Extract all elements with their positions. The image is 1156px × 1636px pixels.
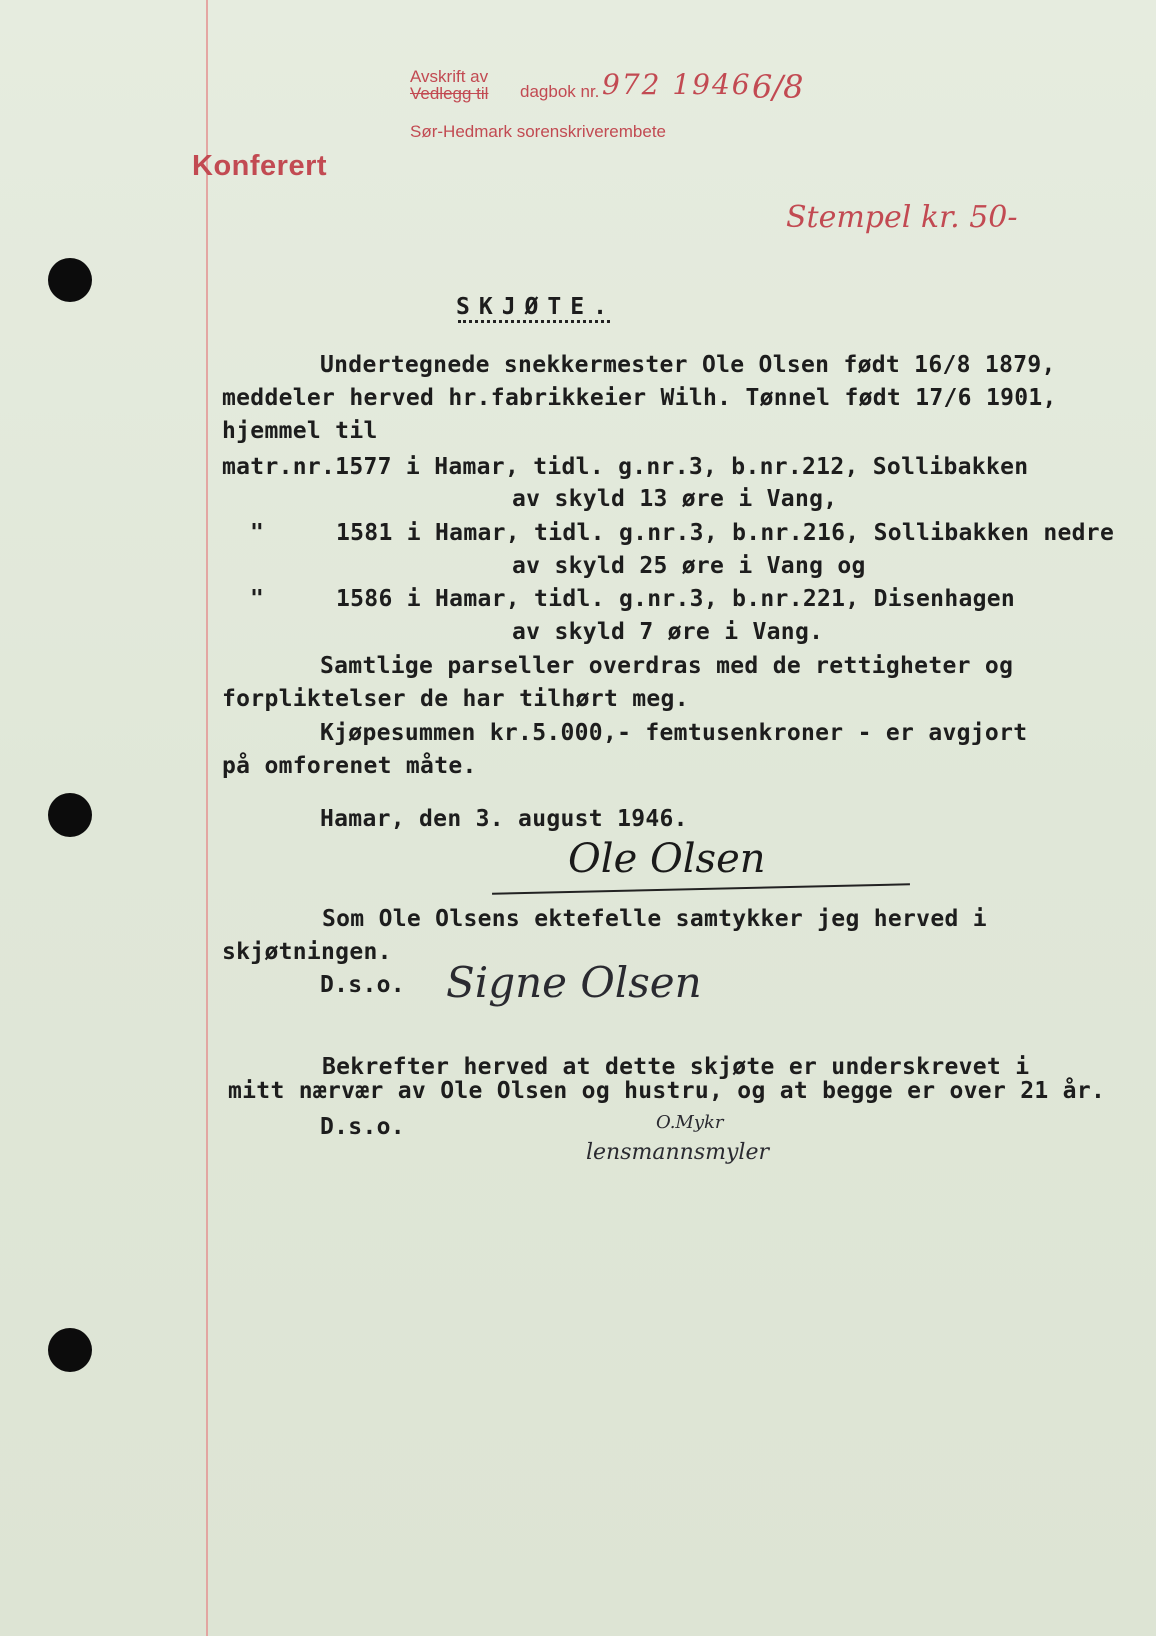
signature-witness-name: O.Mykr: [656, 1112, 724, 1133]
document-title: SKJØTE.: [456, 294, 616, 320]
text-line: matr.nr.1577 i Hamar, tidl. g.nr.3, b.nr.212, Sollibakken: [222, 454, 1029, 480]
text-line: meddeler herved hr.fabrikkeier Wilh. Tønnel født 17/6 1901,: [222, 385, 1057, 411]
text-line: 1581 i Hamar, tidl. g.nr.3, b.nr.216, Sollibakken nedre: [336, 520, 1115, 546]
punch-hole: [48, 1328, 92, 1372]
text-line: Bekrefter herved at dette skjøte er underskrevet i: [322, 1054, 1030, 1080]
text-line: skjøtningen.: [222, 939, 392, 965]
signature-witness-title: lensmannsmyler: [586, 1140, 769, 1165]
signature-line: [492, 883, 910, 894]
signature-ole-olsen: Ole Olsen: [568, 836, 766, 882]
margin-line: [206, 0, 208, 1636]
stamp-court: Sør-Hedmark sorenskriverembete: [410, 122, 667, 141]
ditto-mark: ": [250, 586, 265, 612]
stamp-type-labels: [410, 68, 488, 102]
stempel-note: Stempel kr. 50-: [786, 200, 1018, 235]
text-line: forpliktelser de har tilhørt meg.: [222, 686, 689, 712]
dso-label: D.s.o.: [320, 1114, 405, 1140]
text-line: Kjøpesummen kr.5.000,- femtusenkroner - er avgjort: [320, 720, 1028, 746]
text-line: mitt nærvær av Ole Olsen og hustru, og at begge er over 21 år.: [228, 1078, 1106, 1104]
signature-signe-olsen: Signe Olsen: [446, 958, 702, 1007]
stamp-date: 6/8: [752, 68, 804, 106]
text-line: Som Ole Olsens ektefelle samtykker jeg herved i: [322, 906, 987, 932]
place-date-line: Hamar, den 3. august 1946.: [320, 806, 688, 832]
text-line: av skyld 25 øre i Vang og: [512, 553, 866, 579]
stamp-avskrift: Avskrift av: [410, 67, 489, 86]
dso-label: D.s.o.: [320, 972, 405, 998]
text-line: av skyld 7 øre i Vang.: [512, 619, 824, 645]
text-line: på omforenet måte.: [222, 753, 477, 779]
stamp-vedlegg: Vedlegg til: [410, 84, 489, 103]
title-underline: [458, 320, 610, 323]
text-line: hjemmel til: [222, 418, 378, 444]
text-line: av skyld 13 øre i Vang,: [512, 486, 838, 512]
punch-hole: [48, 793, 92, 837]
stamp-dagbok-label: dagbok nr.: [520, 82, 600, 101]
text-line: Samtlige parseller overdras med de rettigheter og: [320, 653, 1014, 679]
konferert-stamp: Konferert: [192, 150, 328, 182]
punch-hole: [48, 258, 92, 302]
ditto-mark: ": [250, 520, 265, 546]
text-line: Undertegnede snekkermester Ole Olsen født 16/8 1879,: [320, 352, 1056, 378]
stamp-dagbok-number: 972 1946: [602, 68, 752, 101]
text-line: 1586 i Hamar, tidl. g.nr.3, b.nr.221, Disenhagen: [336, 586, 1016, 612]
